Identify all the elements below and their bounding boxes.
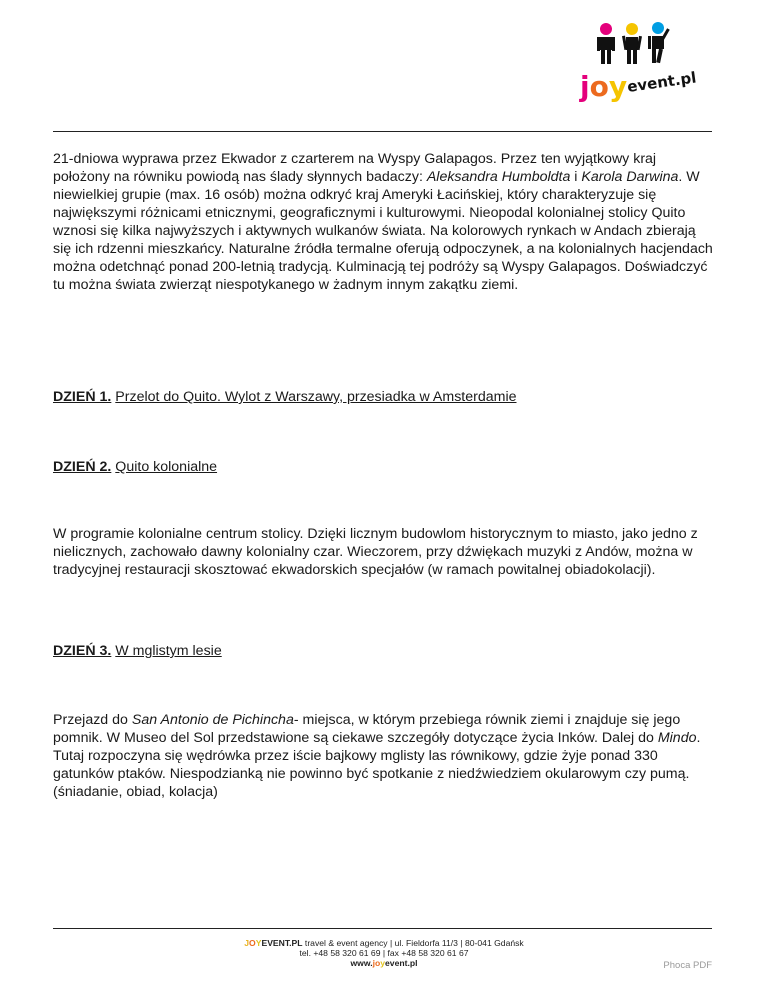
day-2-heading (53, 458, 217, 476)
phoca-pdf-watermark[interactable]: Phoca PDF (663, 960, 712, 971)
day-2-label: DZIEŃ 2. (53, 459, 112, 475)
joyevent-logo (566, 20, 706, 108)
day-3-title: W mglistym lesie (115, 643, 222, 659)
intro-paragraph: 21-dniowa wyprawa przez Ekwador z czarterem na Wyspy Galapagos. Przez ten wyjątkowy kraj położony na równiku powiodą nas ślady słynnych badaczy: Aleksandra Humboldta i Karola Darwina. W niewielkiej grupie (max. 16 osób) można odkryć kraj Ameryki Łacińskiej, który charakteryzuje się największymi różnicami etnicznymi, geograficznymi i kulturowymi. Nieopodal kolonialnej stolicy Quito wznosi się kilka najwyższych i aktywnych wulkanów świata. Na kolorowych rynkach w Andach zbierają się ich rdzenni mieszkańcy. Naturalne źródła termalne oferują odpoczynek, a na kolonialnych hacjendach można odetchnąć ponad 200-letnią tradycją. Kulminacją tej podróży są Wyspy Galapagos. Doświadczyć tu można świata zwierząt niespotykanego w żadnym innym zakątku ziemi. (53, 151, 713, 293)
day-2-title: Quito kolonialne (115, 459, 218, 475)
day-2-paragraph: W programie kolonialne centrum stolicy. Dzięki licznym budowlom historycznym to miasto, jako jedno z nielicznych, zachowało dawny kolonialny czar. Wieczorem, przy dźwiękach muzyki z Andów, można w tradycyjnej restauracji skosztować ekwadorskich specjałów (w ramach powitalnej obiadokolacji). (53, 526, 698, 578)
day-1-label: DZIEŃ 1. (53, 389, 112, 405)
logo-wordmark: joy (580, 70, 628, 103)
svg-text:event.pl: event.pl (626, 68, 698, 96)
footer-line-1: JOYEVENT.PL travel & event agency | ul. Fieldorfa 11/3 | 80-041 Gdańsk (244, 938, 524, 948)
footer-divider (53, 928, 712, 929)
footer-line-2: tel. +48 58 320 61 69 | fax +48 58 320 61 67 (299, 948, 469, 958)
day-3-label: DZIEŃ 3. (53, 643, 112, 659)
logo-figures-icon (566, 20, 706, 108)
day-1-title: Przelot do Quito. Wylot z Warszawy, przesiadka w Amsterdamie (115, 389, 517, 405)
day-1-heading (53, 388, 517, 406)
header-divider (53, 131, 712, 132)
footer-website-link[interactable]: www.joyevent.pl (350, 958, 418, 968)
day-3-paragraph: Przejazd do San Antonio de Pichincha- miejsca, w którym przebiega równik ziemi i znajduje się jego pomnik. W Museo del Sol przedstawione są ciekawe szczegóły dotyczące życia Inków. Dalej do Mindo. Tutaj rozpoczyna się wędrówka przez iście bajkowy mglisty las równikowy, gdzie żyje ponad 330 gatunków ptaków. Niespodzianką nie powinno być spotkanie z niedźwiedziem okularowym czy pumą. (śniadanie, obiad, kolacja) (53, 712, 701, 800)
footer (0, 938, 768, 968)
day-3-heading (53, 642, 222, 660)
